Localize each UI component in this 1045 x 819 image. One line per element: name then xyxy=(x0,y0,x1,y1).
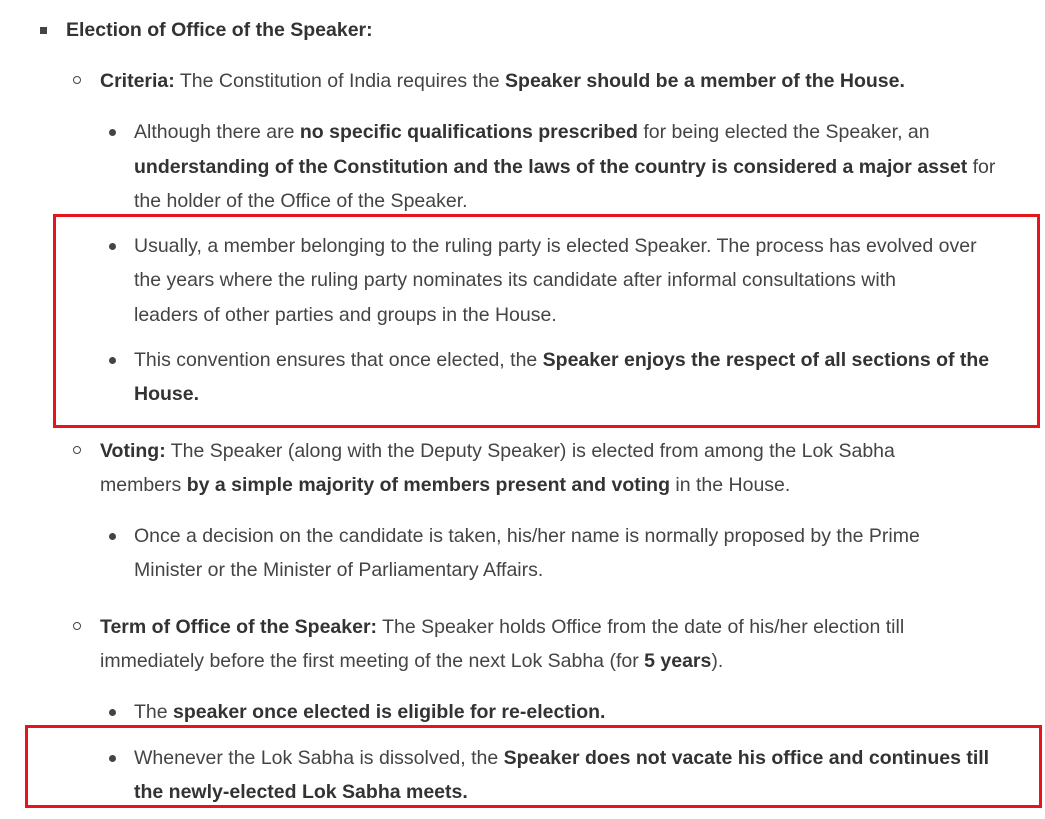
bullet4-line1: Once a decision on the candidate is taken, his/her name is normally proposed by the Prime xyxy=(134,525,920,547)
voting-line1: Voting: The Speaker (along with the Deputy Speaker) is elected from among the Lok Sabha xyxy=(100,440,895,462)
term-line1: Term of Office of the Speaker: The Speaker holds Office from the date of his/her election till xyxy=(100,616,905,638)
highlight-box-bottom xyxy=(25,725,1042,808)
bullet2-line2: the years where the ruling party nominates its candidate after informal consultations with xyxy=(134,269,896,291)
disc-bullet-icon xyxy=(109,533,116,540)
bullet2-line1: Usually, a member belonging to the ruling party is elected Speaker. The process has evolved over xyxy=(134,235,977,257)
bullet3-line2: House. xyxy=(134,383,200,405)
section-heading: Election of Office of the Speaker: xyxy=(66,19,373,41)
circle-bullet-icon xyxy=(73,622,81,630)
bullet3-line1: This convention ensures that once elected, the Speaker enjoys the respect of all sections of the xyxy=(134,349,990,371)
circle-bullet-icon xyxy=(73,446,81,454)
disc-bullet-icon xyxy=(109,129,116,136)
bullet4-line2: Minister or the Minister of Parliamentary Affairs. xyxy=(134,559,544,581)
term-line2: immediately before the first meeting of the next Lok Sabha (for 5 years). xyxy=(100,650,724,672)
bullet1-line1: Although there are no specific qualifications prescribed for being elected the Speaker, an xyxy=(134,121,930,143)
square-bullet-icon xyxy=(40,27,47,34)
bullet6-line1: Whenever the Lok Sabha is dissolved, the Speaker does not vacate his office and continues till xyxy=(134,747,990,769)
voting-line2: members by a simple majority of members present and voting in the House. xyxy=(100,474,791,496)
disc-bullet-icon xyxy=(109,709,116,716)
highlight-box-top xyxy=(53,214,1040,428)
circle-bullet-icon xyxy=(73,76,81,84)
bullet1-line2: understanding of the Constitution and the laws of the country is considered a major asset for xyxy=(134,156,996,178)
bullet5-line: The speaker once elected is eligible for re-election. xyxy=(134,701,606,723)
bullet6-line2: the newly-elected Lok Sabha meets. xyxy=(134,781,468,803)
bullet1-line3: the holder of the Office of the Speaker. xyxy=(134,190,468,212)
criteria-line: Criteria: The Constitution of India requires the Speaker should be a member of the House. xyxy=(100,70,905,92)
bullet2-line3: leaders of other parties and groups in the House. xyxy=(134,304,557,326)
